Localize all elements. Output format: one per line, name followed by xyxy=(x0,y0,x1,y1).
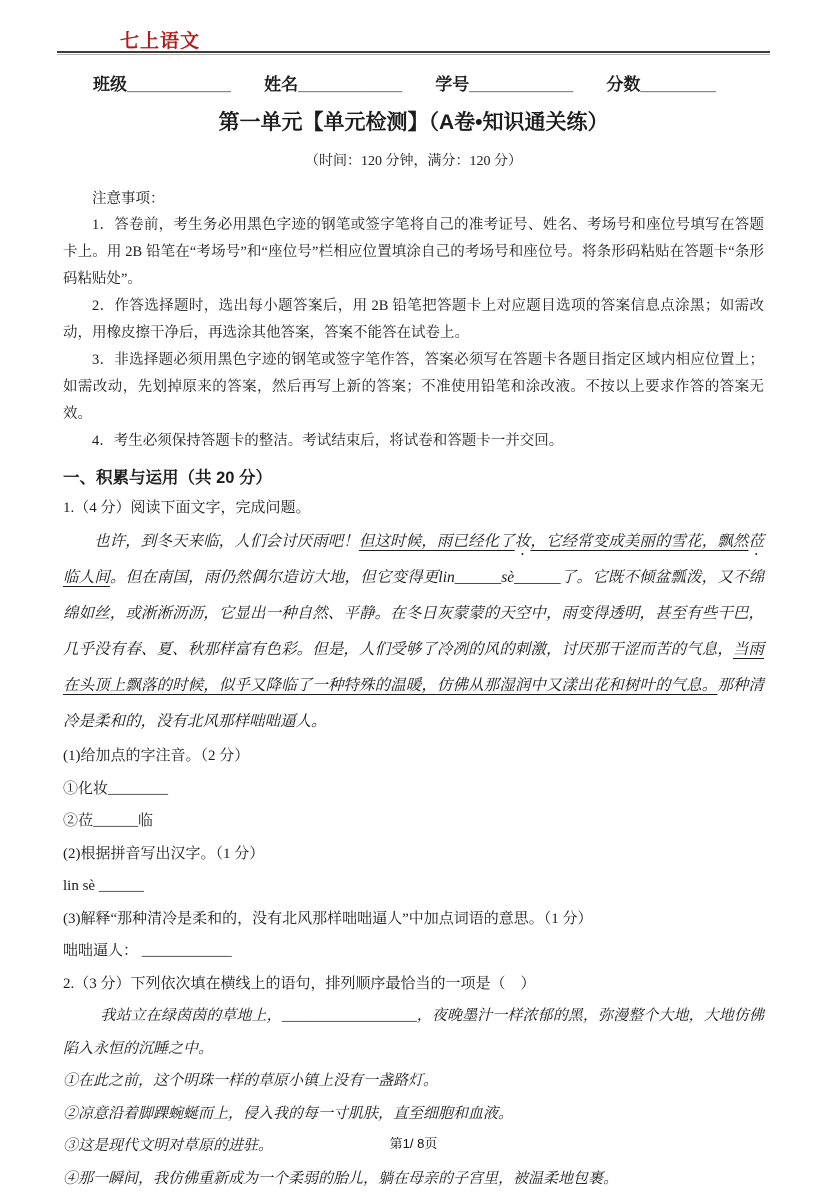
exam-title: 第一单元【单元检测】（A卷•知识通关练） xyxy=(63,109,764,137)
question-1-sub3-answer-blank: 咄咄逼人： ____________ xyxy=(63,935,764,968)
name-field xyxy=(264,70,402,95)
student-id-blank: ___________ xyxy=(469,75,573,94)
notice-heading: 注意事项： xyxy=(63,186,764,212)
question-1-passage: 也许，到冬天来临，人们会讨厌雨吧！但这时候，雨已经化了妆，它经常变成美丽的雪花，飘然莅临人间。但在南国，雨仍然偶尔造访大地，但它变得更lin______sè______了。它既不倾盆瓢泼，又不绵绵如丝，或淅淅沥沥，它显出一种自然、平静。在冬日灰蒙蒙的天空中，雨变得透明，甚至有些干巴，几乎没有春、夏、秋那样富有色彩。但是，人们受够了冷冽的风的刺激，讨厌那干涩而苦的气息，当雨在头顶上飘落的时候，似乎又降临了一种特殊的温暖，仿佛从那湿润中又漾出花和树叶的气息。那种清冷是柔和的，没有北风那样咄咄逼人。 xyxy=(63,524,764,740)
question-2-intro: 2.（3 分）下列依次填在横线上的语句，排列顺序最恰当的一项是（ ） xyxy=(63,968,764,1001)
score-label: 分数 xyxy=(606,75,640,94)
student-id-label: 学号 xyxy=(435,75,469,94)
question-2-passage: 我站立在绿茵茵的草地上，__________________，夜晚墨汁一样浓郁的黑，弥漫整个大地，大地仿佛陷入永恒的沉睡之中。 xyxy=(63,1000,764,1065)
document-body xyxy=(63,66,764,1195)
class-field xyxy=(93,70,231,95)
question-1-sub2: (2)根据拼音写出汉字。（1 分） xyxy=(63,838,764,871)
student-info-row xyxy=(63,66,764,95)
question-2-option-1: ①在此之前，这个明珠一样的草原小镇上没有一盏路灯。 xyxy=(63,1065,764,1098)
class-blank: ___________ xyxy=(127,75,231,94)
exam-series-logo: 七上语文 xyxy=(120,26,200,53)
header-divider xyxy=(57,51,770,55)
question-1-sub3: (3)解释“那种清冷是柔和的，没有北风那样咄咄逼人”中加点词语的意思。（1 分） xyxy=(63,903,764,936)
notice-item-3: 3．非选择题必须用黑色字迹的钢笔或签字笔作答，答案必须写在答题卡各题目指定区域内相应位置上；如需改动，先划掉原来的答案，然后再写上新的答案；不准使用铅笔和涂改液。不按以上要求作答的答案无效。 xyxy=(63,347,764,428)
notice-item-1: 1．答卷前，考生务必用黑色字迹的钢笔或签字笔将自己的准考证号、姓名、考场号和座位号填写在答题卡上。用 2B 铅笔在“考场号”和“座位号”栏相应位置填涂自己的考场号和座位号。将条形码粘贴在答题卡“条形码粘贴处”。 xyxy=(63,212,764,293)
question-1-sub1-item-1: ①化妆________ xyxy=(63,773,764,806)
question-1-sub1: (1)给加点的字注音。（2 分） xyxy=(63,740,764,773)
question-1-intro: 1.（4 分）阅读下面文字，完成问题。 xyxy=(63,493,764,524)
question-1-sub1-item-2: ②莅______临 xyxy=(63,805,764,838)
score-field xyxy=(606,70,716,95)
question-2-option-3: ③这是现代文明对草原的进驻。 xyxy=(63,1130,764,1163)
name-label: 姓名 xyxy=(264,75,298,94)
student-id-field xyxy=(435,70,573,95)
class-label: 班级 xyxy=(93,75,127,94)
question-1-sub2-answer-blank: lin sè ______ xyxy=(63,870,764,903)
score-blank: ________ xyxy=(640,75,716,94)
question-2-option-4: ④那一瞬间，我仿佛重新成为一个柔弱的胎儿，躺在母亲的子宫里，被温柔地包裹。 xyxy=(63,1163,764,1195)
exam-time-score-subtitle: （时间：120 分钟，满分：120 分） xyxy=(63,152,764,172)
section-1-heading: 一、积累与运用（共 20 分） xyxy=(63,464,764,493)
page-number-footer: 第1/ 8页 xyxy=(0,1133,827,1152)
notice-item-4: 4．考生必须保持答题卡的整洁。考试结束后，将试卷和答题卡一并交回。 xyxy=(63,428,764,455)
name-blank: ___________ xyxy=(298,75,402,94)
question-2-option-2: ②凉意沿着脚踝蜿蜒而上，侵入我的每一寸肌肤，直至细胞和血液。 xyxy=(63,1098,764,1131)
notice-item-2: 2．作答选择题时，选出每小题答案后，用 2B 铅笔把答题卡上对应题目选项的答案信息点涂黑；如需改动，用橡皮擦干净后，再选涂其他答案，答案不能答在试卷上。 xyxy=(63,293,764,347)
